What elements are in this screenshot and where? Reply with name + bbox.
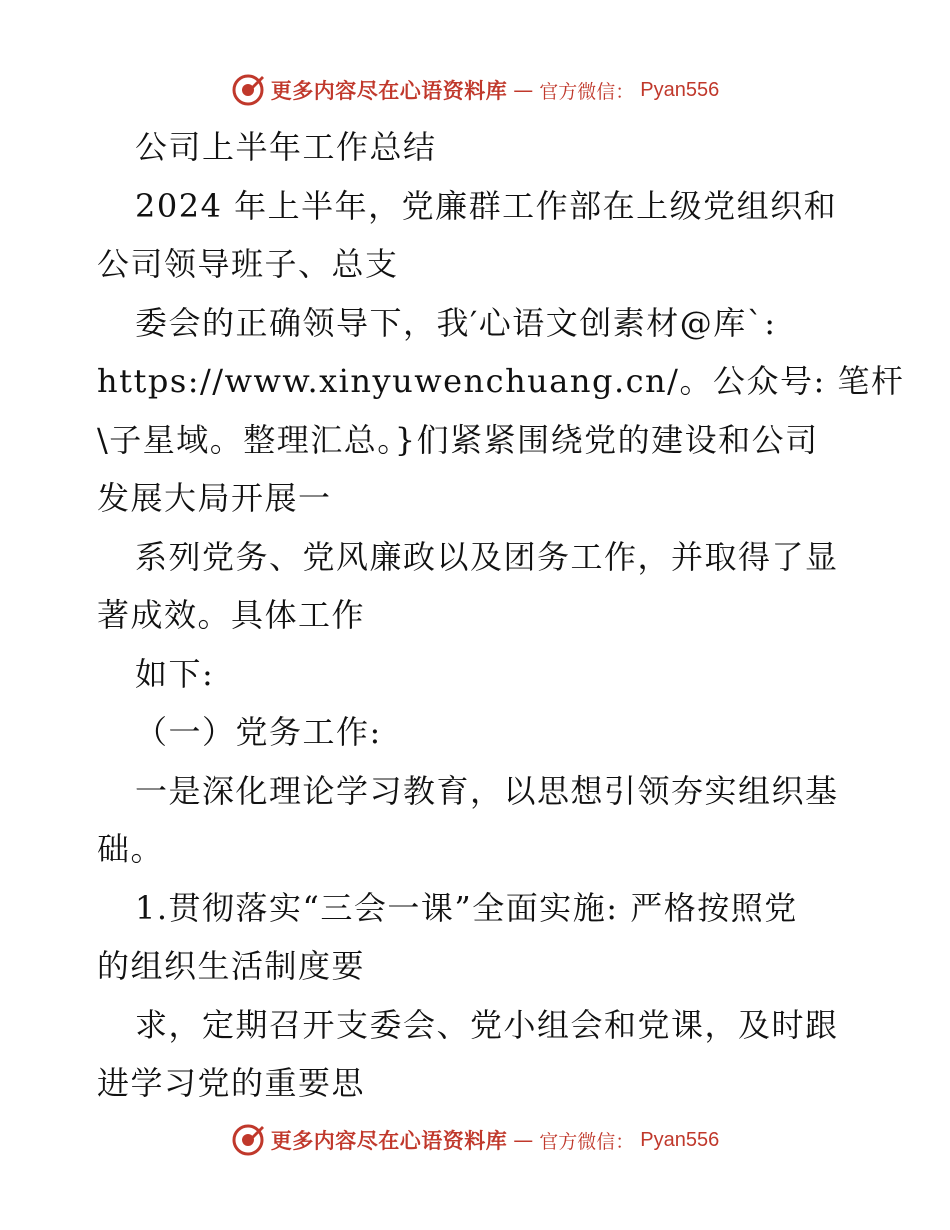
banner-main-text: 更多内容尽在心语资料库 <box>270 1128 508 1153</box>
document-body <box>97 118 905 1113</box>
text-line: 础。 <box>97 830 165 868</box>
text-line: https://www.xinyuwenchuang.cn/。公众号: 笔杆 <box>97 362 905 400</box>
text-line: 的组织生活制度要 <box>97 947 366 985</box>
text-line: 著成效。具体工作 <box>97 596 366 634</box>
text-line: 1.贯彻落实“三会一课”全面实施: 严格按照党 <box>135 888 798 927</box>
text-line: 2024 年上半年，党廉群工作部在上级党组织和 <box>135 186 838 225</box>
banner-wechat-label: 官方微信： <box>539 1130 635 1153</box>
text-line: 求，定期召开支委会、党小组会和党课，及时跟 <box>135 1005 839 1044</box>
text-line: 进学习党的重要思 <box>97 1064 366 1102</box>
header-banner <box>0 70 950 110</box>
banner-wechat-id: Pyan556 <box>640 78 720 101</box>
pen-logo-icon <box>231 73 265 107</box>
text-line: 公司上半年工作总结 <box>135 128 437 166</box>
text-line: 公司领导班子、总支 <box>97 245 399 283</box>
text-line: 如下: <box>135 654 215 693</box>
banner-wechat-label: 官方微信： <box>539 80 635 103</box>
banner-separator: — <box>513 1128 534 1152</box>
banner-wechat-id: Pyan556 <box>640 1128 720 1151</box>
banner-separator: — <box>513 78 534 102</box>
footer-banner <box>0 1120 950 1160</box>
text-line: 委会的正确领导下，我′心语文创素材@库`: <box>135 303 777 342</box>
text-line: 系列党务、党风廉政以及团务工作，并取得了显 <box>135 537 839 576</box>
pen-logo-icon <box>231 1123 265 1157</box>
text-line: 发展大局开展一 <box>97 479 332 517</box>
banner-main-text: 更多内容尽在心语资料库 <box>270 78 508 103</box>
text-line: 一是深化理论学习教育，以思想引领夯实组织基 <box>135 771 839 810</box>
text-line: \子星域。整理汇总。}们紧紧围绕党的建设和公司 <box>97 420 819 459</box>
text-line: （一）党务工作: <box>135 713 382 751</box>
